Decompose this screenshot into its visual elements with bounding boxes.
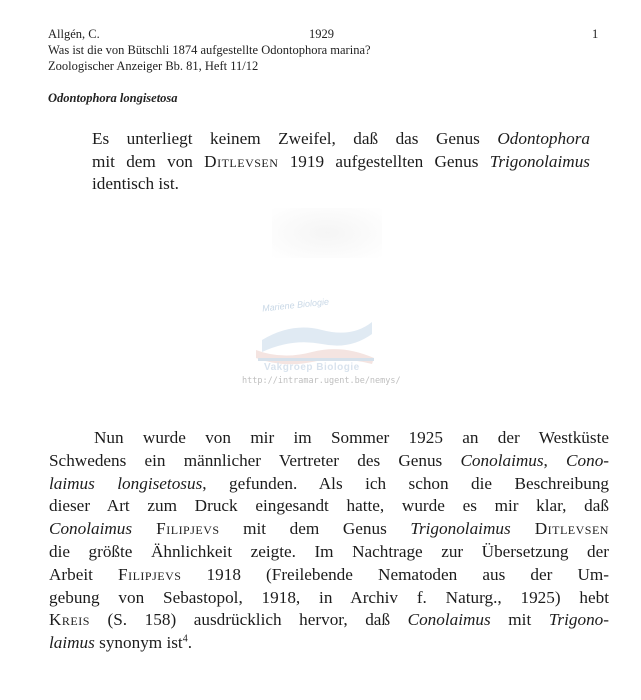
watermark [222, 296, 422, 392]
text-run: mit dem Genus [219, 519, 411, 539]
species-name-part: laimus longisetosus [49, 473, 203, 493]
text-run: synonym ist [94, 633, 183, 653]
header-page-number: 1 [592, 27, 599, 41]
text-run: 1918 (Freilebende Nematoden aus der Um- [181, 564, 609, 584]
paragraph-2 [49, 427, 609, 655]
author-ditlevsen: Ditlevsen [510, 519, 609, 539]
header-author: Allgén, C. [48, 27, 100, 41]
paragraph-2-line-2 [49, 450, 609, 473]
text-run: Arbeit [49, 564, 119, 584]
paragraph-2-line-5 [49, 518, 609, 541]
genus-trigonolaimus: Trigonolaimus [489, 151, 590, 171]
genus-conolaimus: Conolaimus [407, 610, 491, 630]
text-run: Schwedens ein männlicher Vertreter des Genus [49, 450, 461, 470]
text-run: mit [490, 610, 549, 630]
text-run: Es unterliegt keinem Zweifel, daß das Genus [92, 129, 498, 148]
text-run: mit dem von [92, 151, 205, 171]
footnote-marker[interactable]: 4 [182, 633, 188, 645]
species-heading: Odontophora longisetosa [48, 91, 178, 105]
paragraph-2-line-8: gebung von Sebastopol, 1918, in Archiv f. Naturg., 1925) hebt [49, 587, 609, 607]
scan-smudge [272, 208, 382, 258]
author-ditlevsen: Ditlevsen [204, 151, 279, 171]
watermark-logo-icon [222, 300, 422, 370]
paragraph-1 [92, 128, 590, 196]
paragraph-2-line-3 [49, 473, 609, 496]
header-year: 1929 [309, 27, 334, 41]
paragraph-1-line-1 [92, 128, 590, 151]
paragraph-1-line-3: identisch ist. [92, 174, 179, 194]
watermark-top-text: Mariene Biologie [261, 296, 330, 314]
author-filipjevs: Filipjevs [132, 519, 220, 539]
paragraph-2-line-4: dieser Art zum Druck eingesandt hatte, wurde es mir klar, daß [49, 496, 609, 516]
header-journal: Zoologischer Anzeiger Bb. 81, Heft 11/12 [48, 59, 259, 73]
paragraph-2-line-10 [49, 632, 609, 655]
text-run: (S. 158) ausdrücklich hervor, daß [89, 610, 408, 630]
author-kreis: Kreis [49, 610, 90, 630]
paragraph-2-line-6: die größte Ähnlichkeit zeigte. Im Nachtrage zur Übersetzung der [49, 541, 609, 561]
genus-conolaimus: Conolaimus [460, 450, 544, 470]
genus-odontophora: Odontophora [497, 129, 590, 148]
genus-trigonolaimus: Trigonolaimus [410, 519, 511, 539]
paragraph-1-line-2 [92, 151, 590, 174]
genus-trigonolaimus: Trigono- [548, 610, 609, 630]
text-run: , gefunden. Als ich schon die Beschreibung [202, 473, 610, 493]
paragraph-2-line-7 [49, 564, 609, 587]
header-article-title: Was ist die von Bütschli 1874 aufgestellte Odontophora marina? [48, 43, 371, 57]
paragraph-2-line-1: Nun wurde von mir im Sommer 1925 an der Westküste [94, 428, 609, 447]
genus-trigonolaimus: laimus [49, 633, 95, 653]
watermark-bottom-text: Vakgroep Biologie [264, 362, 360, 373]
text-run: . [187, 633, 192, 653]
genus-conolaimus: Conolaimus [49, 519, 133, 539]
text-run: 1919 aufgestellten Genus [278, 151, 490, 171]
text-run: , [543, 450, 567, 470]
species-name-part: Cono- [566, 450, 610, 470]
paragraph-2-line-9 [49, 609, 609, 632]
author-filipjevs: Filipjevs [118, 564, 182, 584]
watermark-url: http://intramar.ugent.be/nemys/ [242, 376, 401, 386]
